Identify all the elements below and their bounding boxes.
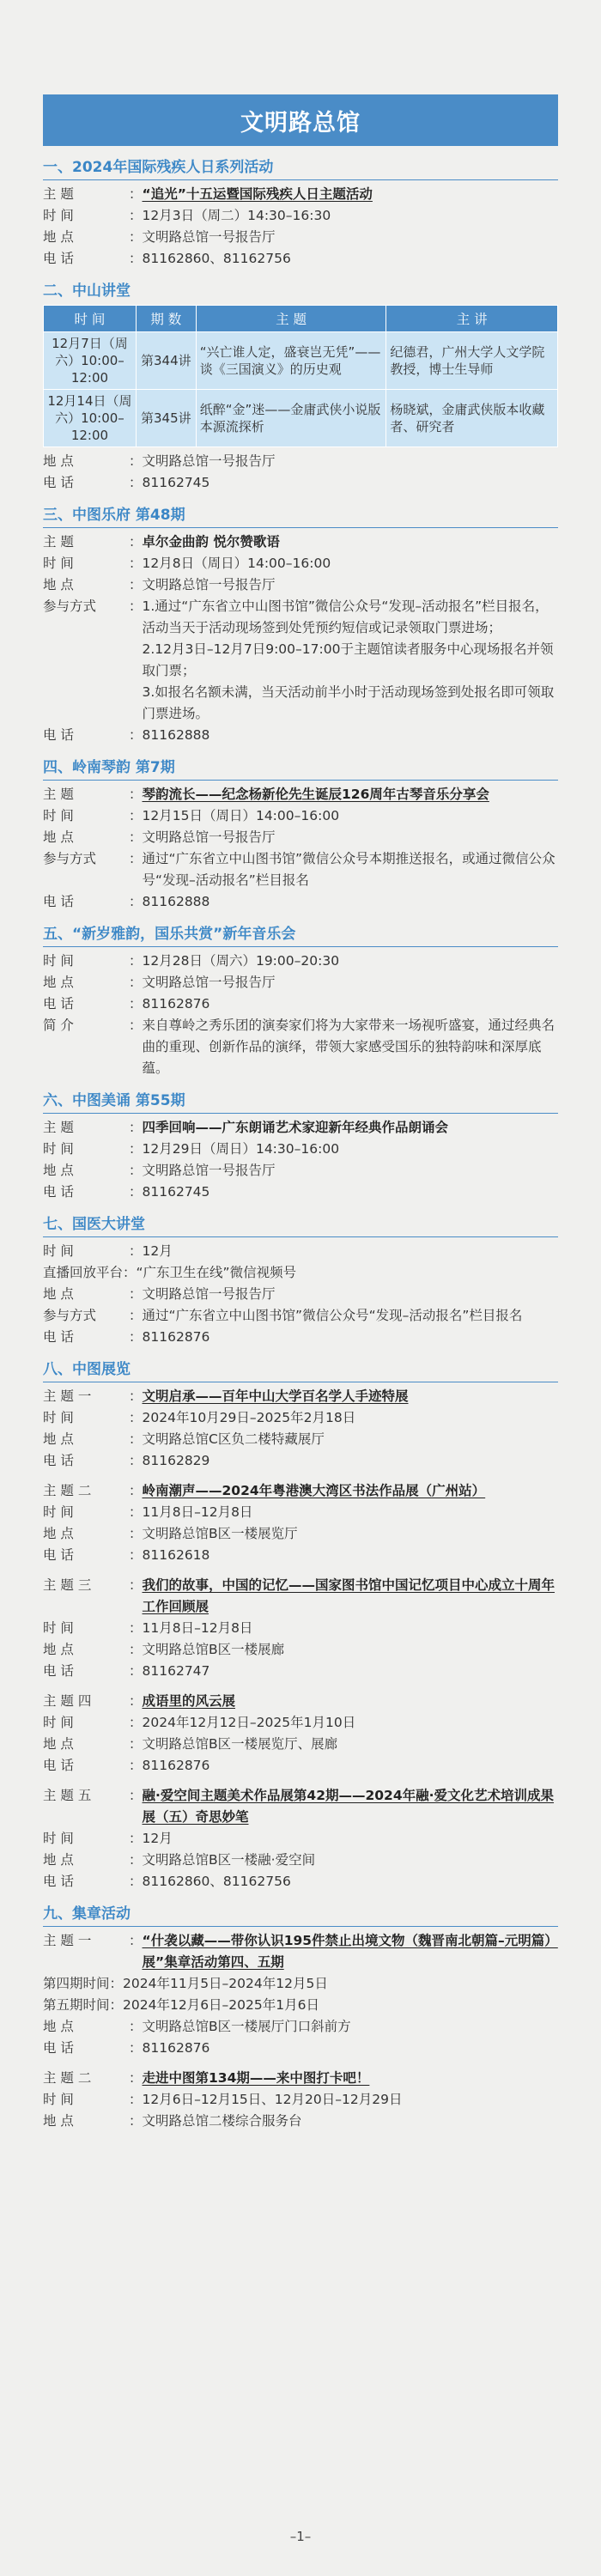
phone-value: 81162860、81162756 <box>142 1874 291 1889</box>
theme-row: 主 题 二 ： 岭南潮声——2024年粤港澳大湾区书法作品展（广州站） <box>43 1480 558 1502</box>
phone-row: 电 话 ： 81162876 <box>43 993 558 1015</box>
place-value: 文明路总馆B区一楼展廊 <box>142 1642 285 1657</box>
time-label: 时 间 <box>43 1243 74 1259</box>
place-value: 文明路总馆一号报告厅 <box>142 829 276 845</box>
place-row: 地 点 ： 文明路总馆一号报告厅 <box>43 451 558 472</box>
phone-row: 电 话 ： 81162876 <box>43 2038 558 2059</box>
cell-time: 12月7日（周六）10:00–12:00 <box>44 332 137 390</box>
section-heading: 一、2024年国际残疾人日系列活动 <box>43 156 558 180</box>
theme-row: 主 题 ： 卓尔金曲韵 悦尔赞歌语 <box>43 532 558 553</box>
theme-value: “追光”十五运暨国际残疾人日主题活动 <box>142 186 373 202</box>
time-value: 12月28日（周六）19:00–20:30 <box>142 953 340 969</box>
time-value: 11月8日–12月8日 <box>142 1620 253 1636</box>
time-label: 时 间 <box>43 1410 74 1425</box>
phone-row: 电 话 ： 81162745 <box>43 1182 558 1203</box>
phone-label: 电 话 <box>43 1547 74 1563</box>
cell-period: 第345讲 <box>136 390 196 447</box>
method-step: 2.12月3日–12月7日9:00–17:00于主题馆读者服务中心现场报名并领取门票； <box>142 641 554 678</box>
method-label: 参与方式 <box>43 851 97 866</box>
phone-row: 电 话 ： 81162747 <box>43 1661 558 1682</box>
phone-value: 81162745 <box>142 1184 210 1200</box>
page-number: –1– <box>289 2529 312 2544</box>
section-medicine-lecture <box>43 1213 558 1348</box>
phone-label: 电 话 <box>43 1184 74 1200</box>
cell-speaker: 纪德君，广州大学人文学院教授，博士生导师 <box>386 332 558 390</box>
theme-value: 融·爱空间主题美术作品展第42期——2024年融·爱文化艺术培训成果展（五）奇思妙笔 <box>142 1788 555 1825</box>
section-new-year-concert <box>43 923 558 1079</box>
theme-label: 主 题 <box>43 186 74 202</box>
theme-row: 主 题 一 ： 文明启承——百年中山大学百名学人手迹特展 <box>43 1386 558 1407</box>
section-music-hall <box>43 504 558 746</box>
theme-label: 主 题 <box>43 787 74 802</box>
place-value: 文明路总馆一号报告厅 <box>142 229 276 245</box>
theme-row: 主 题 三 ： 我们的故事，中国的记忆——国家图书馆中国记忆项目中心成立十周年工作回顾展 <box>43 1575 558 1618</box>
time-row: 时 间 ： 11月8日–12月8日 <box>43 1618 558 1639</box>
time-label: 时 间 <box>43 556 74 571</box>
place-label: 地 点 <box>43 1431 74 1447</box>
place-row: 地 点 ： 文明路总馆B区一楼展览厅 <box>43 1523 558 1545</box>
phone-value: 81162747 <box>142 1663 210 1679</box>
phone-label: 电 话 <box>43 1874 74 1889</box>
theme-value: 我们的故事，中国的记忆——国家图书馆中国记忆项目中心成立十周年工作回顾展 <box>142 1577 555 1614</box>
phone-value: 81162876 <box>142 996 210 1012</box>
phone-row: 电 话 ： 81162618 <box>43 1545 558 1566</box>
exhibition-item <box>43 1480 558 1566</box>
place-row: 地 点 ： 文明路总馆一号报告厅 <box>43 574 558 596</box>
phone-label: 电 话 <box>43 996 74 1012</box>
schedule-page <box>43 94 558 2132</box>
place-row: 地 点 ： 文明路总馆一号报告厅 <box>43 972 558 993</box>
theme-value: 卓尔金曲韵 悦尔赞歌语 <box>142 534 280 550</box>
time-label: 时 间 <box>43 953 74 969</box>
place-row: 地 点 ： 文明路总馆C区负二楼特藏展厅 <box>43 1429 558 1450</box>
theme-label: 主 题 二 <box>43 2070 92 2086</box>
phone-value: 81162888 <box>142 894 210 909</box>
phase5-time-label: 第五期时间 <box>43 1997 110 2013</box>
place-value: 文明路总馆B区一楼融·爱空间 <box>142 1852 316 1868</box>
section-exhibitions <box>43 1358 558 1893</box>
section-guqin <box>43 756 558 913</box>
phone-value: 81162860、81162756 <box>142 251 291 266</box>
place-row: 地 点 ： 文明路总馆一号报告厅 <box>43 827 558 848</box>
time-row: 时 间 ： 12月6日–12月15日、12月20日–12月29日 <box>43 2089 558 2111</box>
theme-label: 主 题 <box>43 534 74 550</box>
phone-label: 电 话 <box>43 1329 74 1345</box>
method-value <box>143 596 558 725</box>
method-step: 1.通过“广东省立中山图书馆”微信公众号“发现–活动报名”栏目报名，活动当天于活动现场签到处凭预约短信或记录领取门票进场； <box>142 598 549 635</box>
time-row: 时 间 ： 12月3日（周二）14:30–16:30 <box>43 205 558 227</box>
cell-theme: “兴亡谁人定，盛衰岂无凭”——谈《三国演义》的历史观 <box>196 332 386 390</box>
phone-value: 81162829 <box>142 1453 210 1468</box>
place-label: 地 点 <box>43 2019 74 2034</box>
time-row: 第五期时间 ： 2024年12月6日–2025年1月6日 <box>43 1995 558 2016</box>
time-label: 时 间 <box>43 2092 74 2107</box>
theme-row: 主 题 四 ： 成语里的风云展 <box>43 1691 558 1712</box>
theme-label: 主 题 二 <box>43 1483 92 1498</box>
place-label: 地 点 <box>43 577 74 592</box>
theme-label: 主 题 五 <box>43 1788 92 1803</box>
place-label: 地 点 <box>43 1286 74 1302</box>
place-value: 文明路总馆一号报告厅 <box>142 453 276 469</box>
phone-label: 电 话 <box>43 251 74 266</box>
time-value: 12月3日（周二）14:30–16:30 <box>142 208 331 223</box>
phone-value: 81162876 <box>142 1758 210 1773</box>
cell-time: 12月14日（周六）10:00–12:00 <box>44 390 137 447</box>
time-label: 时 间 <box>43 1831 74 1846</box>
section-heading: 四、岭南琴韵 第7期 <box>43 756 558 781</box>
place-row: 地 点 ： 文明路总馆B区一楼展览厅、展廊 <box>43 1734 558 1755</box>
place-label: 地 点 <box>43 829 74 845</box>
header-period: 期 数 <box>136 306 196 332</box>
phone-row: 电 话 ： 81162888 <box>43 725 558 746</box>
section-heading: 二、中山讲堂 <box>43 283 131 300</box>
theme-row: 主 题 一 ： “什袭以藏——带你认识195件禁止出境文物（魏晋南北朝篇–元明篇）展”集章活动第四、五期 <box>43 1930 558 1973</box>
lecture-table <box>43 305 558 447</box>
phone-row: 电 话 ： 81162829 <box>43 1450 558 1472</box>
time-row: 时 间 ： 12月 <box>43 1241 558 1262</box>
header-theme: 主 题 <box>196 306 386 332</box>
section-stamp-collection <box>43 1903 558 2132</box>
time-label: 时 间 <box>43 1715 74 1730</box>
stamp-item <box>43 2068 558 2132</box>
page-title: 文明路总馆 <box>43 94 558 146</box>
time-label: 时 间 <box>43 1141 74 1157</box>
phone-label: 电 话 <box>43 894 74 909</box>
phase4-time-value: 2024年11月5日–2024年12月5日 <box>123 1976 328 1991</box>
time-value: 11月8日–12月8日 <box>142 1504 253 1520</box>
exhibition-item <box>43 1785 558 1893</box>
phone-value: 81162876 <box>142 2040 210 2056</box>
time-row: 时 间 ： 2024年12月12日–2025年1月10日 <box>43 1712 558 1734</box>
theme-value: “什袭以藏——带你认识195件禁止出境文物（魏晋南北朝篇–元明篇）展”集章活动第四、五期 <box>142 1933 558 1970</box>
time-row: 时 间 ： 12月15日（周日）14:00–16:00 <box>43 805 558 827</box>
platform-value: “广东卫生在线”微信视频号 <box>136 1265 297 1280</box>
theme-label: 主 题 <box>43 1120 74 1135</box>
place-value: 文明路总馆B区一楼展览厅、展廊 <box>142 1736 338 1752</box>
method-value: 通过“广东省立中山图书馆”微信公众号本期推送报名，或通过微信公众号“发现–活动报名”栏目报名 <box>142 851 555 888</box>
header-time: 时 间 <box>44 306 137 332</box>
time-label: 时 间 <box>43 808 74 823</box>
time-row: 时 间 ： 2024年10月29日–2025年2月18日 <box>43 1407 558 1429</box>
place-value: 文明路总馆二楼综合服务台 <box>142 2113 302 2129</box>
method-row: 参与方式 ： 通过“广东省立中山图书馆”微信公众号“发现–活动报名”栏目报名 <box>43 1305 558 1327</box>
theme-value: 四季回响——广东朗诵艺术家迎新年经典作品朗诵会 <box>142 1120 449 1135</box>
time-row: 时 间 ： 12月8日（周日）14:00–16:00 <box>43 553 558 574</box>
time-row: 时 间 ： 11月8日–12月8日 <box>43 1502 558 1523</box>
phone-row: 电 话 ： 81162860、81162756 <box>43 248 558 270</box>
theme-label: 主 题 一 <box>43 1388 92 1404</box>
platform-row: 直播回放平台 ： “广东卫生在线”微信视频号 <box>43 1262 558 1284</box>
theme-row: 主 题 ： “追光”十五运暨国际残疾人日主题活动 <box>43 184 558 205</box>
phase4-time-label: 第四期时间 <box>43 1976 110 1991</box>
section-heading: 三、中图乐府 第48期 <box>43 504 558 528</box>
place-row: 地 点 ： 文明路总馆二楼综合服务台 <box>43 2111 558 2132</box>
phone-label: 电 话 <box>43 475 74 490</box>
place-label: 地 点 <box>43 1852 74 1868</box>
table-header-row <box>44 306 558 332</box>
time-value: 12月15日（周日）14:00–16:00 <box>142 808 340 823</box>
phone-row: 电 话 ： 81162876 <box>43 1327 558 1348</box>
table-row <box>44 332 558 390</box>
cell-speaker: 杨晓斌，金庸武侠版本收藏者、研究者 <box>386 390 558 447</box>
place-label: 地 点 <box>43 229 74 245</box>
time-row: 时 间 ： 12月 <box>43 1828 558 1850</box>
time-value: 12月6日–12月15日、12月20日–12月29日 <box>142 2092 403 2107</box>
place-value: 文明路总馆一号报告厅 <box>142 1286 276 1302</box>
place-label: 地 点 <box>43 453 74 469</box>
time-label: 时 间 <box>43 208 74 223</box>
table-row <box>44 390 558 447</box>
phone-label: 电 话 <box>43 1758 74 1773</box>
cell-period: 第344讲 <box>136 332 196 390</box>
section-heading: 九、集章活动 <box>43 1903 558 1927</box>
place-row: 地 点 ： 文明路总馆B区一楼展廊 <box>43 1639 558 1661</box>
time-row: 时 间 ： 12月28日（周六）19:00–20:30 <box>43 951 558 972</box>
place-label: 地 点 <box>43 975 74 990</box>
phone-row: 电 话 ： 81162876 <box>43 1755 558 1777</box>
time-label: 时 间 <box>43 1620 74 1636</box>
header-speaker: 主 讲 <box>386 306 558 332</box>
theme-row: 主 题 ： 四季回响——广东朗诵艺术家迎新年经典作品朗诵会 <box>43 1117 558 1139</box>
place-value: 文明路总馆一号报告厅 <box>142 1163 276 1178</box>
time-value: 12月 <box>142 1831 173 1846</box>
section-recitation <box>43 1090 558 1203</box>
section-heading: 六、中图美诵 第55期 <box>43 1090 558 1114</box>
phone-value: 81162888 <box>142 727 210 743</box>
place-value: 文明路总馆一号报告厅 <box>142 975 276 990</box>
method-row: 参与方式 ： 通过“广东省立中山图书馆”微信公众号本期推送报名，或通过微信公众号“发现–活动报名”栏目报名 <box>43 848 558 891</box>
phone-value: 81162745 <box>142 475 210 490</box>
theme-value: 岭南潮声——2024年粤港澳大湾区书法作品展（广州站） <box>142 1483 486 1498</box>
phone-row: 电 话 ： 81162888 <box>43 891 558 913</box>
exhibition-item <box>43 1386 558 1472</box>
place-row: 地 点 ： 文明路总馆B区一楼融·爱空间 <box>43 1850 558 1871</box>
theme-value: 文明启承——百年中山大学百名学人手迹特展 <box>142 1388 409 1404</box>
theme-value: 琴韵流长——纪念杨新伦先生诞辰126周年古琴音乐分享会 <box>142 787 489 802</box>
time-value: 2024年10月29日–2025年2月18日 <box>142 1410 356 1425</box>
section-heading: 八、中图展览 <box>43 1358 558 1382</box>
platform-label: 直播回放平台 <box>43 1265 124 1280</box>
phone-value: 81162876 <box>142 1329 210 1345</box>
place-value: 文明路总馆B区一楼展厅门口斜前方 <box>142 2019 351 2034</box>
intro-label: 简 介 <box>43 1018 74 1033</box>
theme-row: 主 题 五 ： 融·爱空间主题美术作品展第42期——2024年融·爱文化艺术培训成果展（五）奇思妙笔 <box>43 1785 558 1828</box>
place-value: 文明路总馆一号报告厅 <box>142 577 276 592</box>
place-value: 文明路总馆B区一楼展览厅 <box>142 1526 298 1541</box>
place-row: 地 点 ： 文明路总馆一号报告厅 <box>43 1284 558 1305</box>
phone-label: 电 话 <box>43 1453 74 1468</box>
phone-label: 电 话 <box>43 1663 74 1679</box>
theme-value: 成语里的风云展 <box>142 1693 236 1709</box>
method-label: 参与方式 <box>43 1308 97 1323</box>
exhibition-item <box>43 1691 558 1777</box>
phone-label: 电 话 <box>43 727 74 743</box>
phase5-time-value: 2024年12月6日–2025年1月6日 <box>123 1997 319 2013</box>
phone-row: 电 话 ： 81162745 <box>43 472 558 494</box>
phone-value: 81162618 <box>142 1547 210 1563</box>
theme-label: 主 题 三 <box>43 1577 92 1593</box>
section-zhongshan-lecture <box>43 280 558 494</box>
time-row: 第四期时间 ： 2024年11月5日–2024年12月5日 <box>43 1973 558 1995</box>
time-label: 时 间 <box>43 1504 74 1520</box>
place-label: 地 点 <box>43 1642 74 1657</box>
section-disability-day <box>43 156 558 270</box>
phone-label: 电 话 <box>43 2040 74 2056</box>
theme-row: 主 题 ： 琴韵流长——纪念杨新伦先生诞辰126周年古琴音乐分享会 <box>43 784 558 805</box>
phone-row: 电 话 ： 81162860、81162756 <box>43 1871 558 1893</box>
place-row: 地 点 ： 文明路总馆B区一楼展厅门口斜前方 <box>43 2016 558 2038</box>
method-value: 通过“广东省立中山图书馆”微信公众号“发现–活动报名”栏目报名 <box>142 1308 523 1323</box>
place-label: 地 点 <box>43 1736 74 1752</box>
place-label: 地 点 <box>43 2113 74 2129</box>
time-value: 12月8日（周日）14:00–16:00 <box>142 556 331 571</box>
method-label: 参与方式 <box>43 598 97 614</box>
intro-row: 简 介 ： 来自尊岭之秀乐团的演奏家们将为大家带来一场视听盛宴，通过经典名曲的重现、创新作品的演绎，带领大家感受国乐的独特韵味和深厚底蕴。 <box>43 1015 558 1079</box>
time-value: 12月 <box>142 1243 173 1259</box>
cell-theme: 纸醉“金”迷——金庸武侠小说版本源流探析 <box>196 390 386 447</box>
section-heading: 七、国医大讲堂 <box>43 1213 558 1237</box>
place-label: 地 点 <box>43 1163 74 1178</box>
theme-value: 走进中图第134期——来中图打卡吧！ <box>142 2070 370 2086</box>
method-step: 3.如报名名额未满，当天活动前半小时于活动现场签到处报名即可领取门票进场。 <box>142 684 555 721</box>
section-heading: 五、“新岁雅韵，国乐共赏”新年音乐会 <box>43 923 558 947</box>
method-row: 参与方式 ： 1.通过“广东省立中山图书馆”微信公众号“发现–活动报名”栏目报名，活动当天于活动现场签到处凭预约短信或记录领取门票进场； 2.12月3日–12月7日9:00–17:00于主题馆读者服务中心现场报名并领取门票； 3.如报名名额未满，当天活动前半小时于活动现场签到处报名即可领取门票进场。 <box>43 596 558 725</box>
exhibition-item <box>43 1575 558 1682</box>
time-value: 2024年12月12日–2025年1月10日 <box>142 1715 356 1730</box>
place-row: 地 点 ： 文明路总馆一号报告厅 <box>43 1160 558 1182</box>
place-label: 地 点 <box>43 1526 74 1541</box>
theme-row: 主 题 二 ： 走进中图第134期——来中图打卡吧！ <box>43 2068 558 2089</box>
place-row: 地 点 ： 文明路总馆一号报告厅 <box>43 227 558 248</box>
theme-label: 主 题 四 <box>43 1693 92 1709</box>
time-value: 12月29日（周日）14:30–16:00 <box>142 1141 340 1157</box>
time-row: 时 间 ： 12月29日（周日）14:30–16:00 <box>43 1139 558 1160</box>
place-value: 文明路总馆C区负二楼特藏展厅 <box>142 1431 325 1447</box>
theme-label: 主 题 一 <box>43 1933 92 1948</box>
stamp-item <box>43 1930 558 2059</box>
intro-value: 来自尊岭之秀乐团的演奏家们将为大家带来一场视听盛宴，通过经典名曲的重现、创新作品的演绎，带领大家感受国乐的独特韵味和深厚底蕴。 <box>142 1018 555 1076</box>
